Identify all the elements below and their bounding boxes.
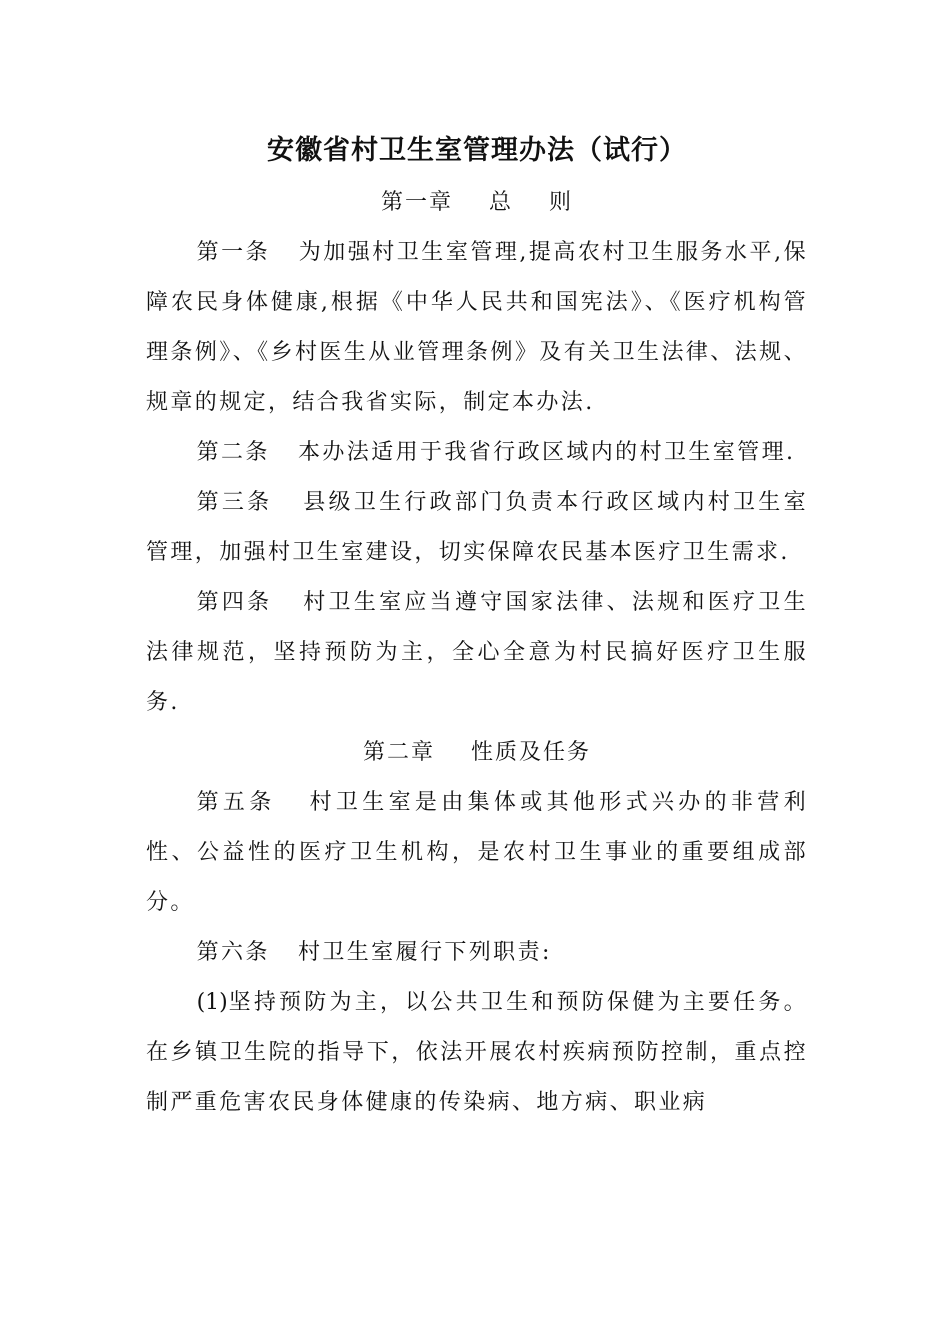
article-3 (146, 478, 808, 578)
article-3-text: 县级卫生行政部门负责本行政区域内村卫生室管理，加强村卫生室建设，切实保障农民基本医疗卫生需求. (146, 490, 808, 565)
article-4-text: 村卫生室应当遵守国家法律、法规和医疗卫生法律规范，坚持预防为主，全心全意为村民搞好医疗卫生服务. (146, 590, 808, 715)
article-1-text: 为加强村卫生室管理,提高农村卫生服务水平,保障农民身体健康,根据《中华人民共和国宪法》、《医疗机构管理条例》、《乡村医生从业管理条例》及有关卫生法律、法规、规章的规定，结合我省实际，制定本办法. (146, 240, 808, 415)
item-1-text: 坚持预防为主，以公共卫生和预防保健为主要任务。在乡镇卫生院的指导下，依法开展农村疾病预防控制，重点控制严重危害农民身体健康的传染病、地方病、职业病 (146, 990, 808, 1115)
article-5 (146, 778, 808, 928)
article-4-label: 第四条 (196, 590, 273, 615)
article-3-label: 第三条 (196, 490, 273, 515)
article-1 (146, 228, 808, 428)
article-2-label: 第二条 (196, 440, 270, 465)
chapter-1-heading: 第一章 总 则 (381, 190, 573, 215)
article-1-label: 第一条 (196, 240, 271, 265)
article-5-text: 村卫生室是由集体或其他形式兴办的非营利性、公益性的医疗卫生机构，是农村卫生事业的重要组成部分。 (146, 790, 808, 915)
item-1-number: (1) (196, 990, 228, 1015)
document-title: 安徽省村卫生室管理办法（试行） (267, 135, 687, 166)
article-2 (146, 428, 808, 478)
chapter-2-heading: 第二章 性质及任务 (363, 740, 591, 765)
article-6-label: 第六条 (196, 940, 270, 965)
article-6 (146, 928, 808, 978)
article-2-text: 本办法适用于我省行政区域内的村卫生室管理. (297, 440, 796, 465)
article-6-text: 村卫生室履行下列职责: (297, 940, 552, 965)
document-page (146, 124, 808, 1128)
article-5-label: 第五条 (196, 790, 276, 815)
article-6-item-1 (146, 978, 808, 1128)
article-4 (146, 578, 808, 728)
